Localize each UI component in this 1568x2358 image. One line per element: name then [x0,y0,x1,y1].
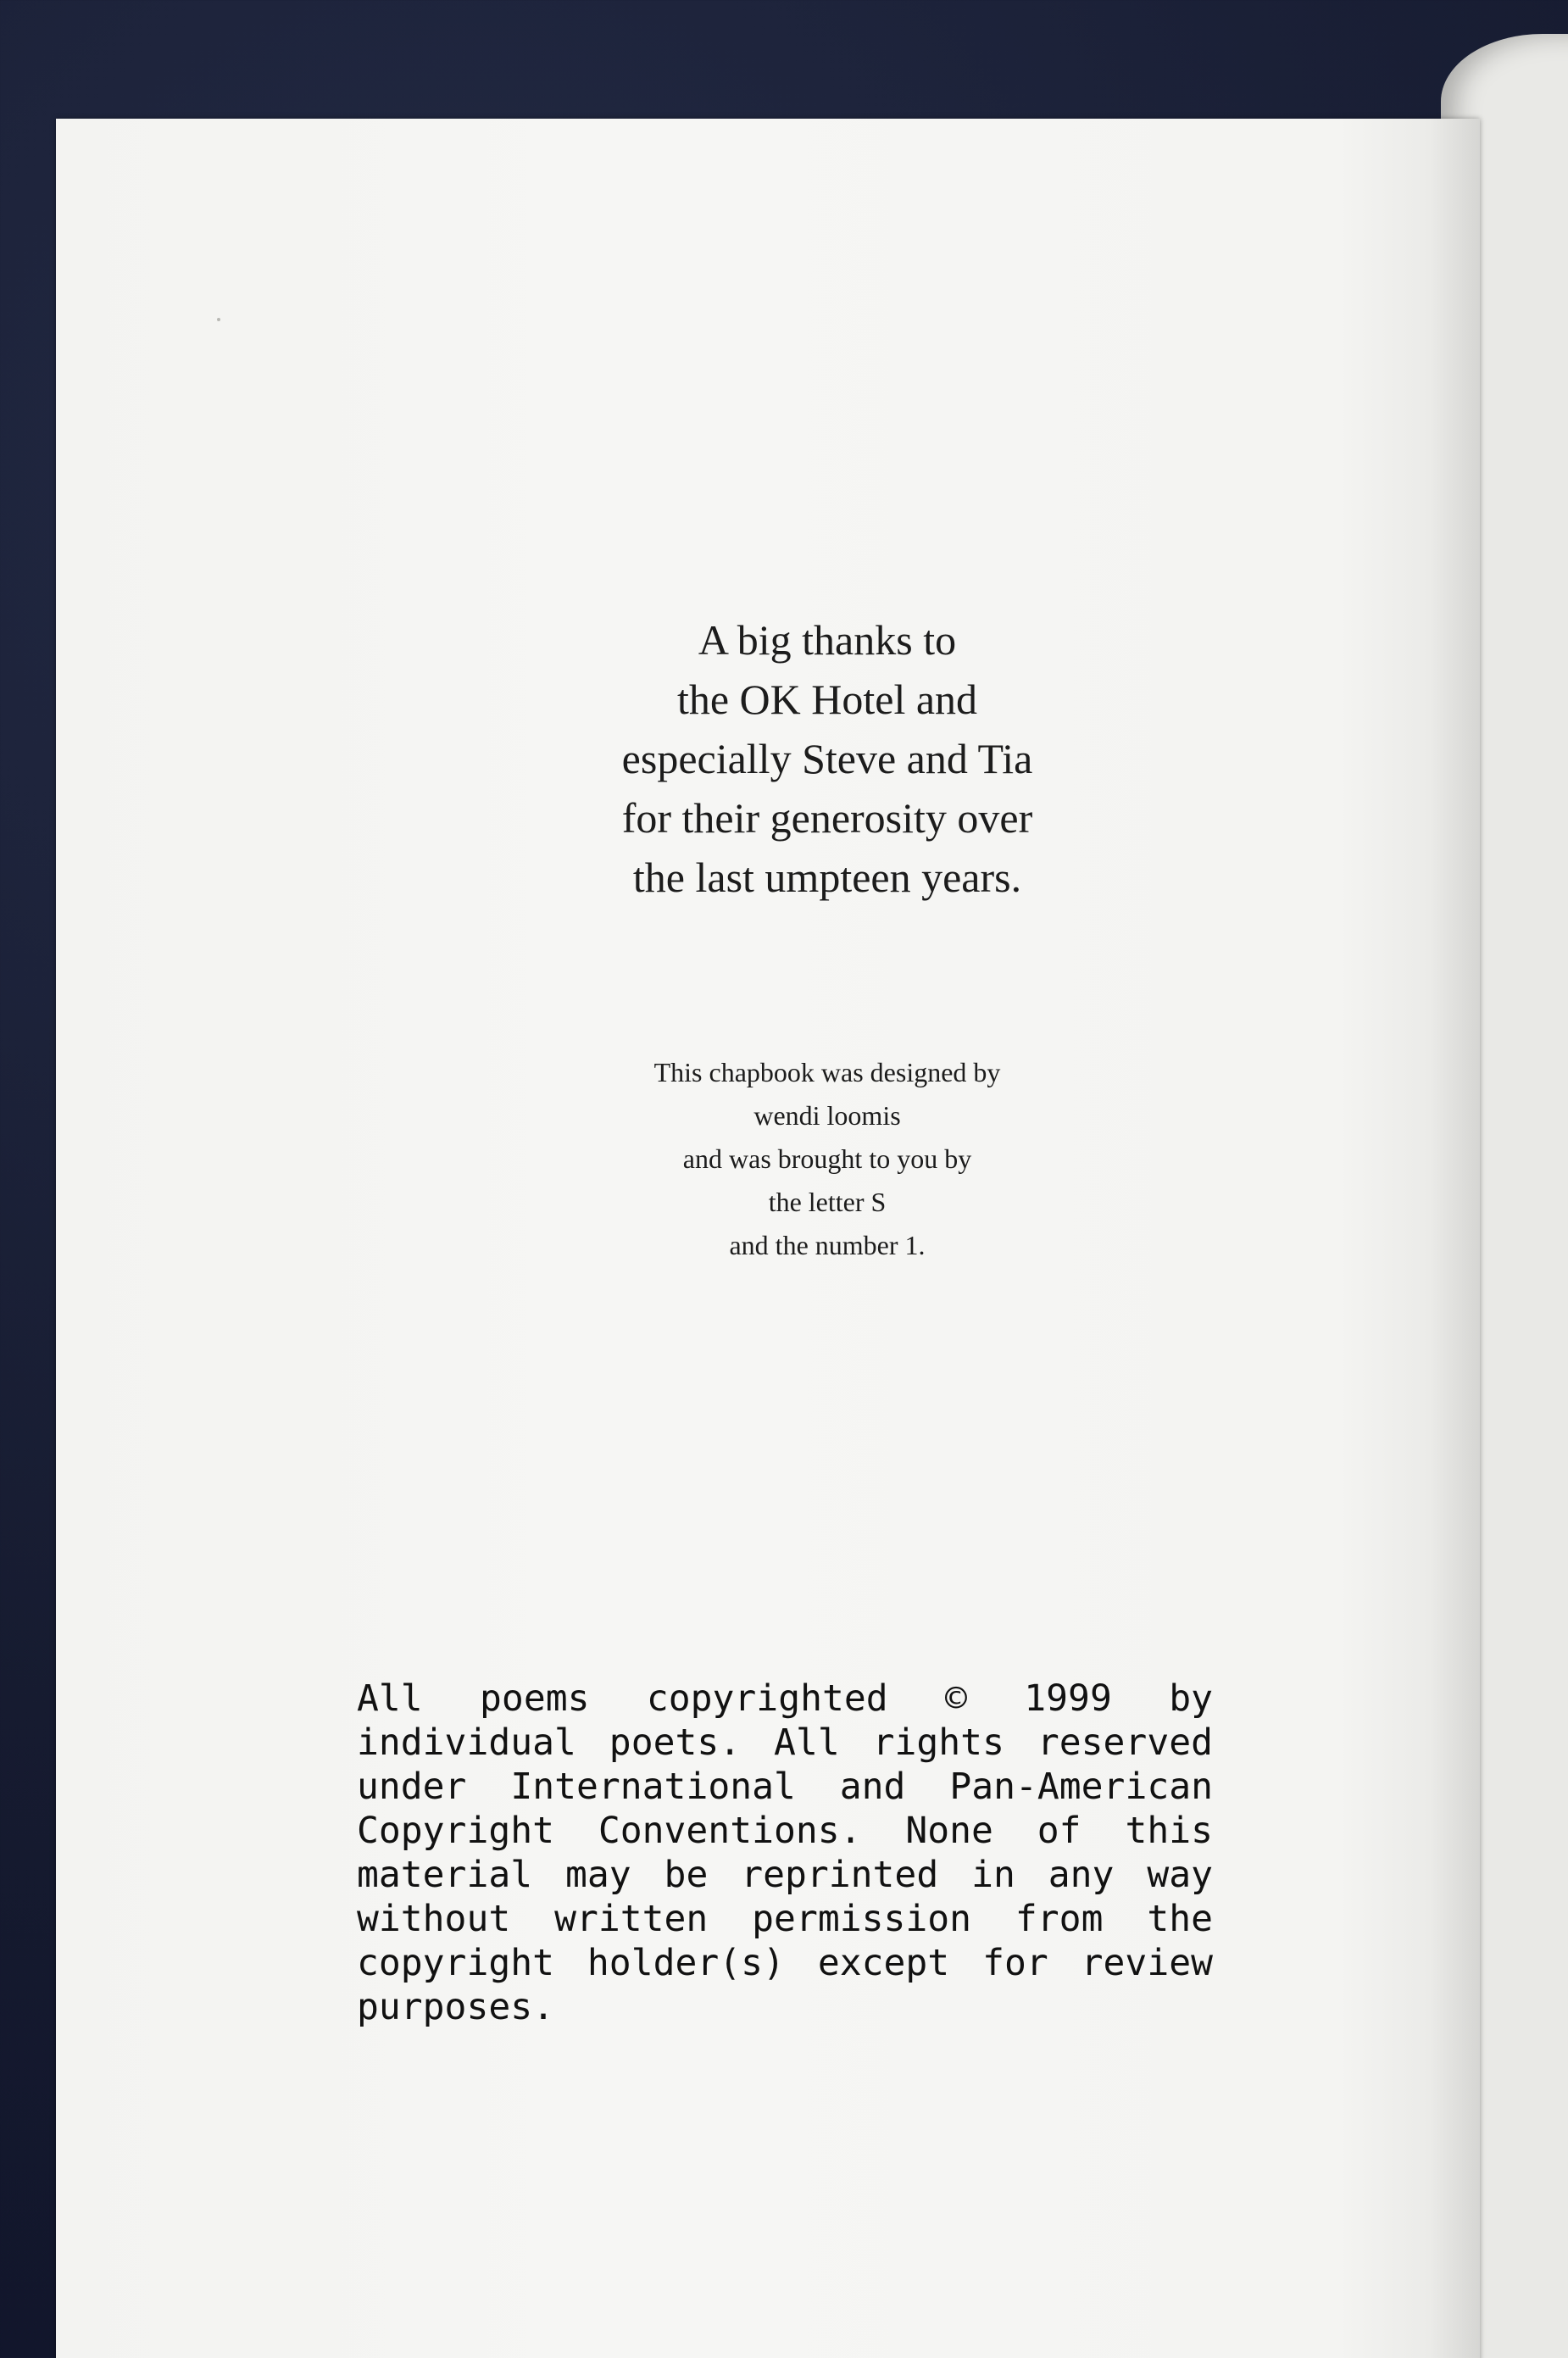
copyright-line: copyright holder(s) except for review [357,1942,1213,1984]
copyright-line: material may be reprinted in any way [357,1854,1213,1896]
design-credits-block [531,1051,1124,1267]
acknowledgement-line: especially Steve and Tia [621,735,1033,782]
copyright-line: without written permission from the [357,1898,1213,1940]
credits-line: the letter S [768,1187,887,1217]
book-page [56,119,1480,2358]
copyright-notice [357,1677,1213,2029]
copyright-line: All poems copyrighted © 1999 by [357,1677,1213,1720]
page-gutter-shadow [1429,119,1480,2358]
acknowledgement-block [488,610,1166,907]
credits-line: This chapbook was designed by [653,1057,1001,1087]
copyright-line: Copyright Conventions. None of this [357,1810,1213,1852]
acknowledgement-line: the last umpteen years. [632,854,1022,901]
acknowledgement-line: A big thanks to [698,616,957,664]
credits-line: wendi loomis [753,1100,901,1131]
credits-line: and the number 1. [729,1230,926,1260]
credits-line: and was brought to you by [682,1143,972,1174]
copyright-line: individual poets. All rights reserved [357,1721,1213,1764]
acknowledgement-line: for their generosity over [621,794,1033,842]
copyright-line: purposes. [357,1986,554,2028]
copyright-line: under International and Pan-American [357,1766,1213,1808]
acknowledgement-line: the OK Hotel and [676,676,978,723]
paper-speck [217,318,220,321]
